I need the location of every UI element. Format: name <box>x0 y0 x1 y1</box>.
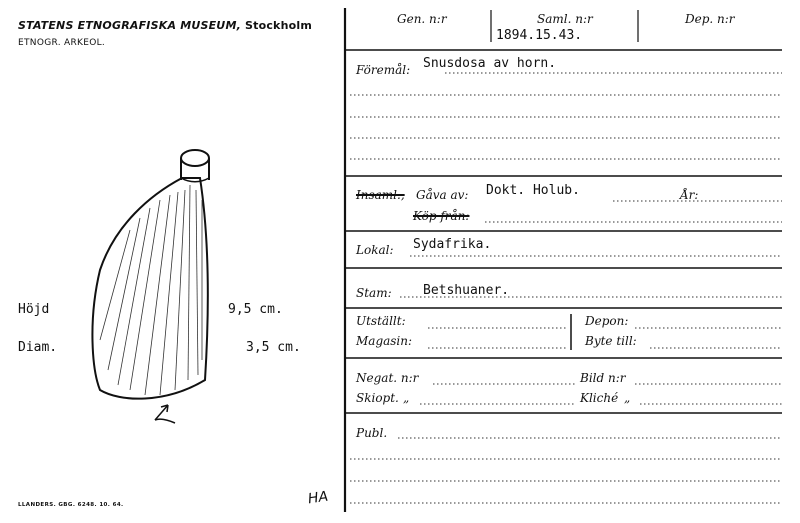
bild-label: Bild n:r <box>580 371 626 385</box>
height-value: 9,5 cm. <box>228 302 283 317</box>
height-label: Höjd <box>18 302 50 317</box>
printer-mark: LLANDERS. GBG. 6248. 10. 64. <box>18 502 124 508</box>
kop-label: Köp från: <box>413 209 470 223</box>
saml-number-value: 1894.15.43. <box>496 28 583 43</box>
lokal-value: Sydafrika. <box>413 237 492 252</box>
foremal-value: Snusdosa av horn. <box>423 56 557 71</box>
kliche-ditto: „ <box>624 391 631 405</box>
stam-label: Stam: <box>356 286 392 300</box>
skiopt-ditto: „ <box>403 391 410 405</box>
handwritten-initials: HA <box>306 488 330 508</box>
museum-city: Stockholm <box>245 19 312 32</box>
magasin-label: Magasin: <box>356 334 413 348</box>
diam-label: Diam. <box>18 340 58 355</box>
lokal-label: Lokal: <box>356 243 394 257</box>
skiopt-label: Skiopt. <box>356 391 399 405</box>
diam-value: 3,5 cm. <box>246 340 301 355</box>
gava-label: Gåva av: <box>416 188 469 202</box>
publ-label: Publ. <box>356 426 388 440</box>
stam-value: Betshuaner. <box>423 283 510 298</box>
foremal-label: Föremål: <box>356 63 411 77</box>
gava-value: Dokt. Holub. <box>486 183 580 198</box>
byte-label: Byte till: <box>585 334 637 348</box>
insaml-label: Insaml., <box>356 188 405 202</box>
dep-number-label: Dep. n:r <box>685 12 735 26</box>
department-label: ETNOGR. ARKEOL. <box>18 38 106 48</box>
kliche-label: Kliché <box>580 391 619 405</box>
year-label: År: <box>680 188 699 202</box>
gen-number-label: Gen. n:r <box>397 12 447 26</box>
depon-label: Depon: <box>585 314 629 328</box>
museum-name: STATENS ETNOGRAFISKA MUSEUM, Stockholm <box>18 19 312 32</box>
saml-number-label: Saml. n:r <box>537 12 593 26</box>
negat-label: Negat. n:r <box>356 371 419 385</box>
utstallt-label: Utställt: <box>356 314 406 328</box>
